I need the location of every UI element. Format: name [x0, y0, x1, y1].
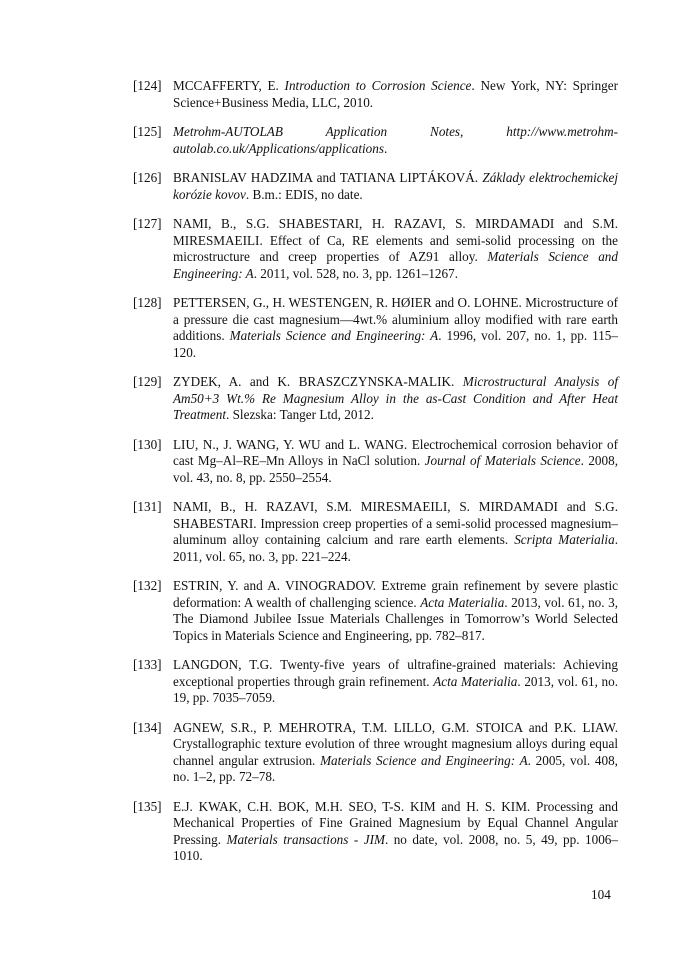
reference-text-segment: . New York, NY: Springer Science+Business Media, LLC, 2010.	[173, 78, 618, 110]
reference-title-italic: Microstructural Analysis of Am50+3 Wt.% Re Magnesium Alloy in the as-Cast Condition and After Heat Treatment	[173, 374, 618, 422]
reference-text	[173, 124, 618, 157]
reference-text-segment: NAMI, B., H. RAZAVI, S.M. MIRESMAEILI, S. MIRDAMADI and S.G. SHABESTARI. Impression creep properties of a semi-solid processed magnesium–aluminum alloy containing calcium and rare earth elements.	[173, 499, 618, 547]
reference-title-italic: Journal of Materials Science	[424, 453, 581, 468]
reference-text	[173, 578, 618, 644]
reference-number: [125]	[133, 124, 162, 139]
reference-text-segment: LANGDON, T.G. Twenty-five years of ultrafine-grained materials: Achieving exceptional properties through grain refinement.	[173, 657, 618, 689]
reference-number: [129]	[133, 374, 162, 389]
reference-text	[173, 216, 618, 282]
reference-entry	[133, 216, 618, 282]
reference-text-segment: LIU, N., J. WANG, Y. WU and L. WANG. Electrochemical corrosion behavior of cast Mg–Al–RE–Mn Alloys in NaCl solution.	[173, 436, 618, 468]
reference-text-segment: NAMI, B., S.G. SHABESTARI, H. RAZAVI, S. MIRDAMADI and S.M. MIRESMAEILI. Effect of Ca, RE elements and semi-solid processing on the microstructure and creep properties of AZ91 alloy.	[173, 216, 618, 264]
reference-text-segment: . 2008, vol. 43, no. 8, pp. 2550–2554.	[173, 453, 618, 485]
reference-title-italic: Materials transactions - JIM	[226, 831, 385, 847]
reference-entry	[133, 374, 618, 424]
reference-text	[173, 374, 618, 424]
reference-text-segment: .	[383, 140, 388, 156]
reference-title-italic: Materials Science and Engineering: A	[229, 328, 439, 343]
reference-entry	[133, 170, 618, 203]
reference-number: [133]	[133, 657, 162, 672]
reference-number: [126]	[133, 170, 162, 185]
reference-number: [134]	[133, 719, 162, 735]
reference-entry	[133, 657, 618, 707]
reference-text-segment: BRANISLAV HADZIMA and TATIANA LIPTÁKOVÁ.	[173, 170, 483, 185]
reference-entry	[133, 799, 618, 865]
reference-title-italic: Acta Materialia	[433, 673, 518, 689]
page-number: 104	[591, 887, 611, 902]
reference-entry	[133, 578, 618, 644]
reference-text	[173, 295, 618, 361]
reference-text	[173, 799, 618, 865]
reference-entry	[133, 437, 618, 487]
reference-entry	[133, 720, 618, 786]
reference-title-italic: Metrohm-AUTOLAB Application Notes, http://www.metrohm-autolab.co.uk/Applications/applications	[173, 124, 618, 156]
reference-text-segment: . B.m.: EDIS, no date.	[245, 186, 363, 202]
reference-title-italic: Scripta Materialia	[514, 532, 615, 547]
reference-entry	[133, 124, 618, 157]
reference-number: [128]	[133, 295, 162, 310]
reference-number: [132]	[133, 578, 162, 593]
reference-text	[173, 170, 618, 203]
reference-entry	[133, 78, 618, 111]
reference-text-segment: MCCAFFERTY, E.	[173, 78, 285, 93]
reference-number: [130]	[133, 436, 162, 452]
reference-text-segment: ESTRIN, Y. and A. VINOGRADOV. Extreme grain refinement by severe plastic deformation: A wealth of challenging science.	[173, 578, 618, 610]
reference-list	[133, 78, 618, 878]
reference-text-segment: . 2011, vol. 65, no. 3, pp. 221–224.	[173, 532, 618, 564]
reference-text-segment: . Slezska: Tanger Ltd, 2012.	[226, 407, 374, 422]
reference-text-segment: . 1996, vol. 207, no. 1, pp. 115–120.	[173, 328, 618, 360]
reference-text-segment: AGNEW, S.R., P. MEHROTRA, T.M. LILLO, G.M. STOICA and P.K. LIAW. Crystallographic texture evolution of three wrought magnesium alloys during equal channel angular extrusion.	[173, 719, 618, 768]
reference-text-segment: . 2013, vol. 61, no. 19, pp. 7035–7059.	[173, 673, 618, 705]
reference-number: [124]	[133, 78, 162, 93]
reference-entry	[133, 295, 618, 361]
reference-text	[173, 657, 618, 707]
reference-title-italic: Materials Science and Engineering: A	[173, 249, 618, 281]
reference-text-segment: . 2011, vol. 528, no. 3, pp. 1261–1267.	[253, 265, 458, 281]
reference-text-segment: E.J. KWAK, C.H. BOK, M.H. SEO, T-S. KIM and H. S. KIM. Processing and Mechanical Properties of Fine Grained Magnesium by Equal Channel Angular Pressing.	[173, 798, 618, 847]
reference-title-italic: Materials Science and Engineering: A	[320, 752, 528, 768]
reference-text	[173, 499, 618, 565]
reference-text	[173, 437, 618, 487]
reference-text-segment: . 2013, vol. 61, no. 3, The Diamond Jubilee Issue Materials Challenges in Tomorrow’s World Selected Topics in Materials Science and Engineering, pp. 782–817.	[173, 594, 618, 643]
reference-text-segment: PETTERSEN, G., H. WESTENGEN, R. HØIER and O. LOHNE. Microstructure of a pressure die cast magnesium—4wt.% aluminium alloy modified with rare earth additions.	[173, 295, 618, 343]
reference-text-segment: . no date, vol. 2008, no. 5, 49, pp. 1006–1010.	[173, 831, 618, 863]
reference-text-segment: ZYDEK, A. and K. BRASZCZYNSKA-MALIK.	[173, 374, 463, 389]
reference-number: [127]	[133, 216, 162, 231]
reference-text	[173, 78, 618, 111]
reference-number: [131]	[133, 499, 162, 514]
reference-entry	[133, 499, 618, 565]
reference-number: [135]	[133, 798, 162, 814]
reference-text	[173, 720, 618, 786]
reference-title-italic: Základy elektrochemickej korózie kovov	[173, 170, 618, 202]
reference-title-italic: Introduction to Corrosion Science	[284, 78, 472, 93]
reference-text-segment: . 2005, vol. 408, no. 1–2, pp. 72–78.	[173, 752, 618, 784]
reference-title-italic: Acta Materialia	[420, 594, 505, 610]
